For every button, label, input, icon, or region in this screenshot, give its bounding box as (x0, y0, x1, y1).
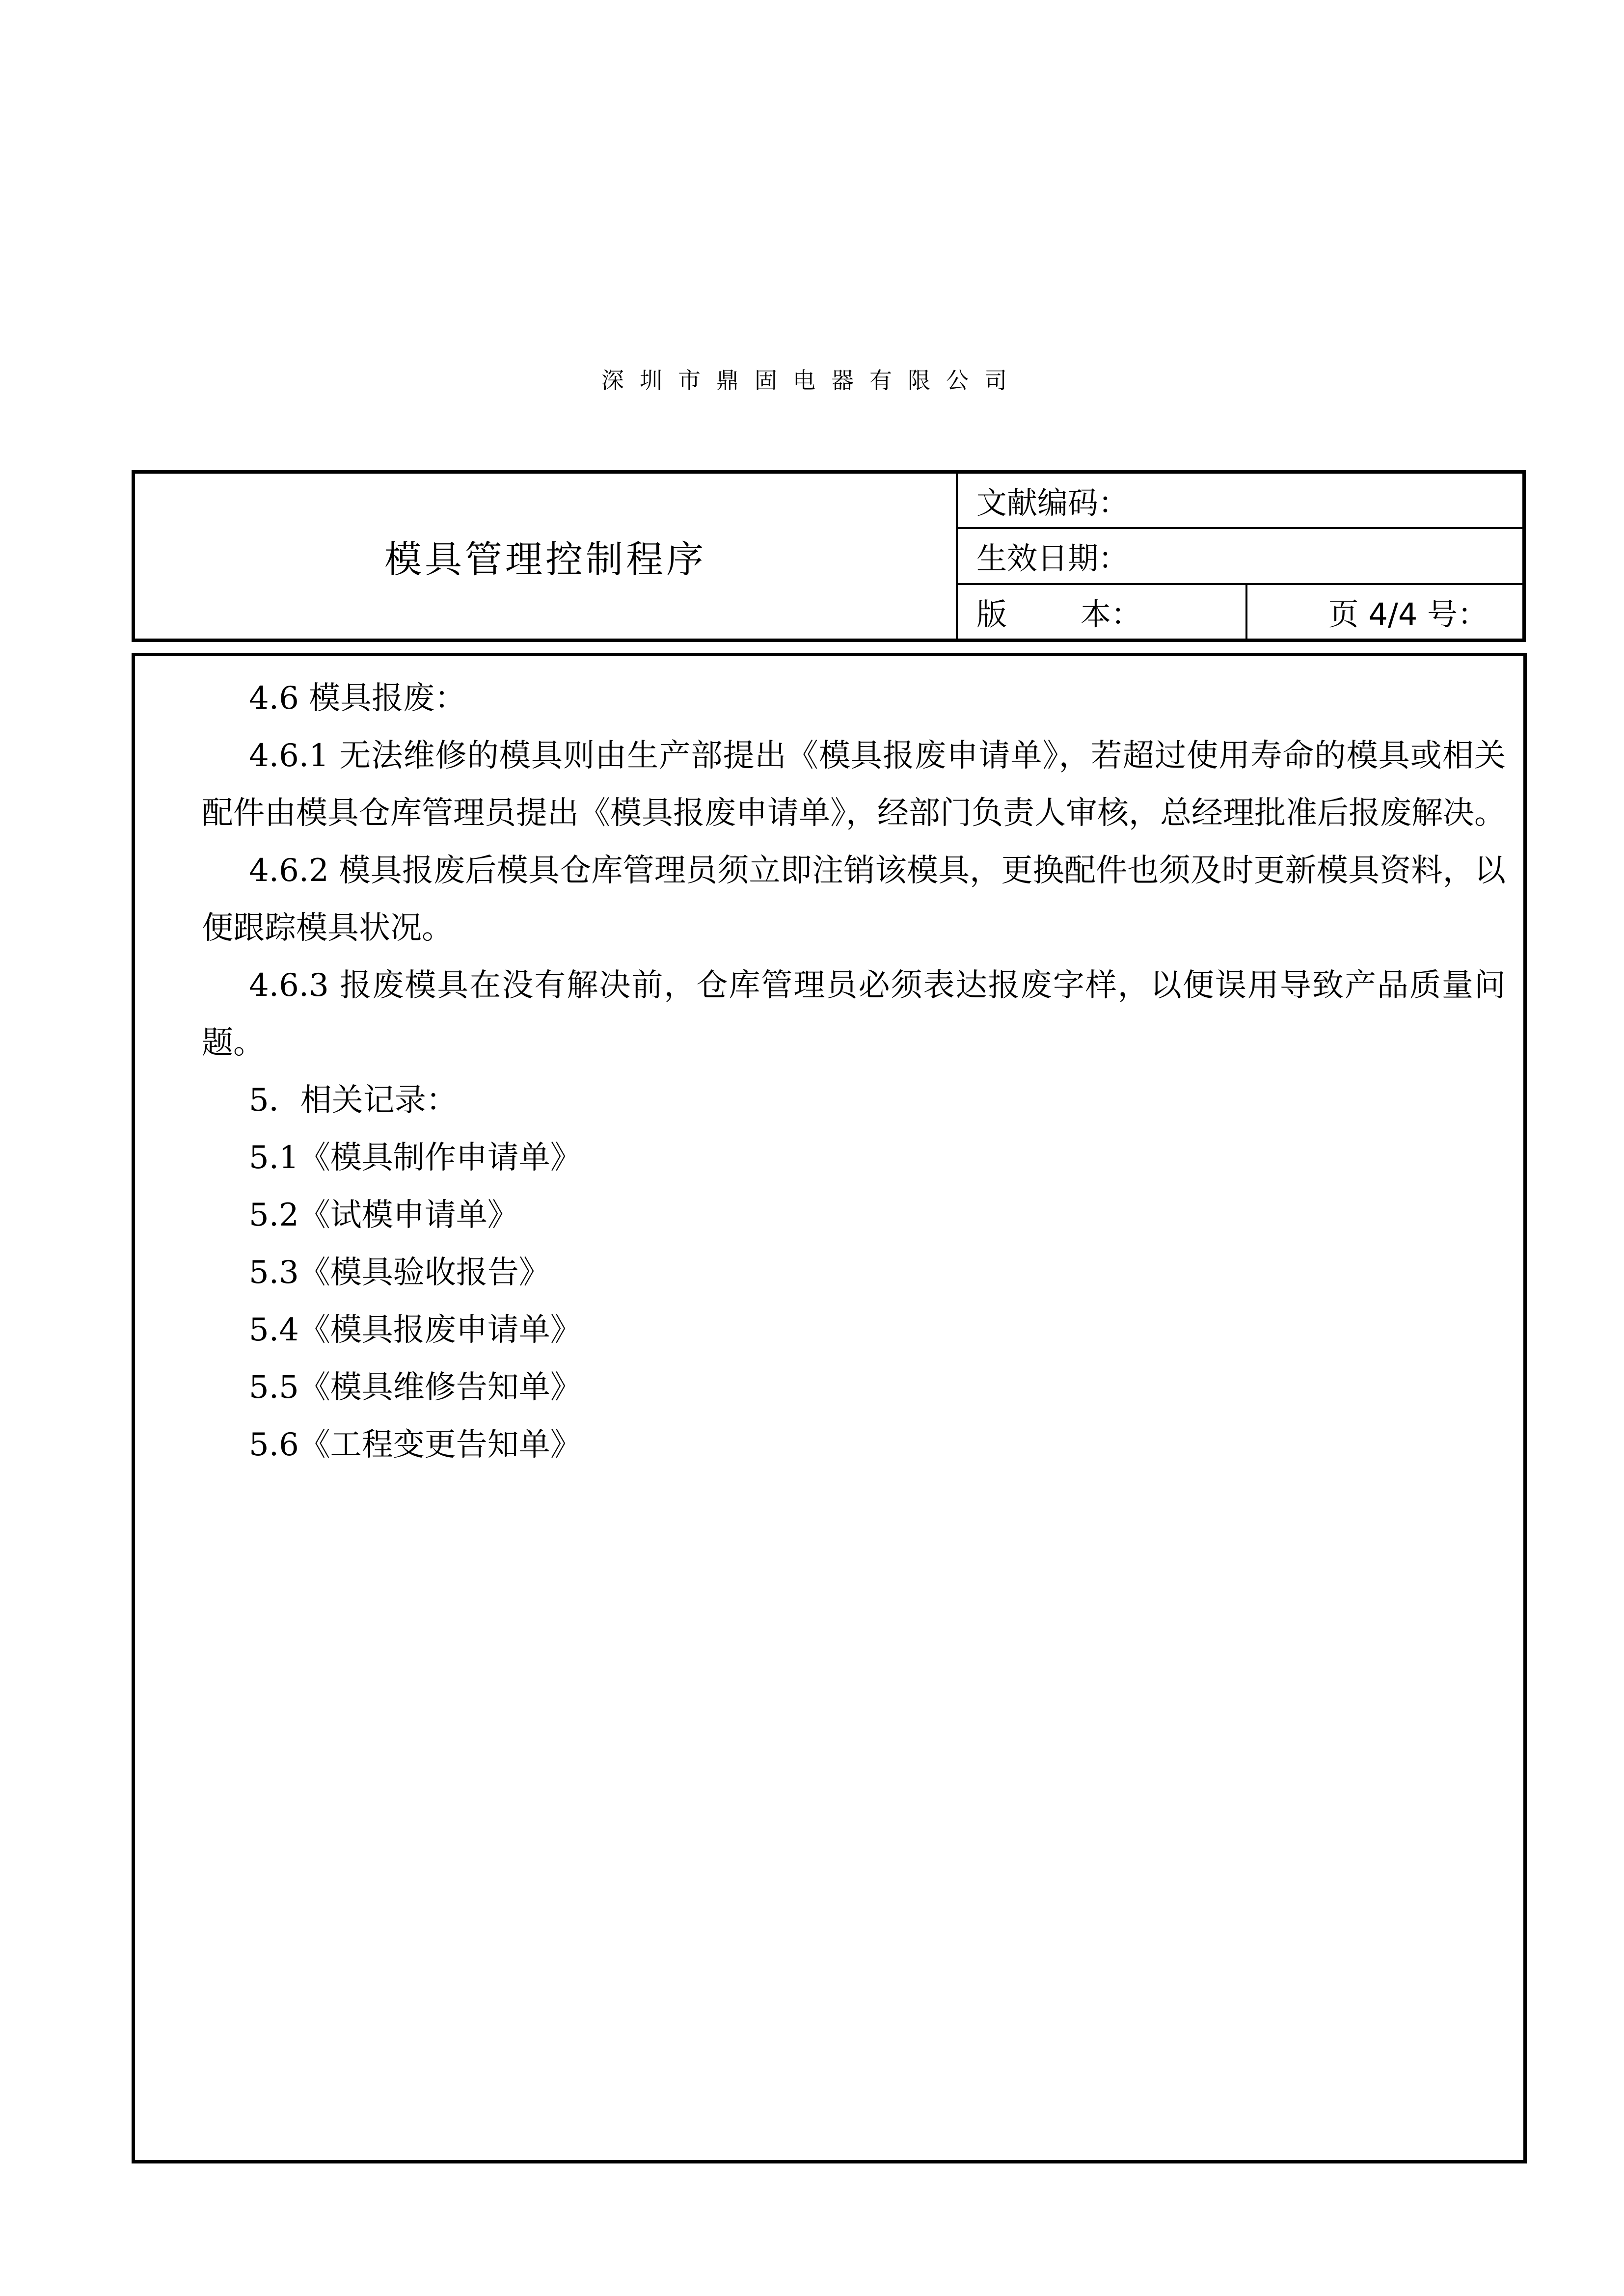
version-page-row (958, 585, 1522, 639)
page-label: 页 4/4 号： (1328, 596, 1488, 632)
version-label-a: 版 (976, 596, 1007, 632)
record-item: 5.3《模具验收报告》 (249, 1255, 550, 1291)
effective-date-label: 生效日期： (976, 540, 1129, 577)
document-meta (958, 474, 1522, 639)
version-cell (958, 585, 1247, 639)
doc-code-row (958, 474, 1522, 529)
section-heading: 4.6 模具报废： (249, 680, 466, 717)
record-item: 5.6《工程变更告知单》 (249, 1427, 582, 1463)
paragraph: 4.6.2 模具报废后模具仓库管理员须立即注销该模具，更换配件也须及时更新模具资料，以便跟踪模具状况。 (202, 853, 1506, 946)
page-cell (1247, 585, 1522, 639)
company-name: 深圳市鼎固电器有限公司 (601, 367, 1023, 394)
doc-code-label: 文献编码： (976, 485, 1129, 521)
effective-date-row (958, 529, 1522, 585)
body-content (202, 670, 1506, 1474)
paragraph: 4.6.3 报废模具在没有解决前，仓库管理员必须表达报废字样，以便误用导致产品质量问题。 (202, 967, 1506, 1061)
section-heading: 5．相关记录： (249, 1082, 458, 1119)
version-label-b: 本： (1081, 596, 1142, 632)
document-body (132, 653, 1527, 2163)
document-header-table (132, 470, 1526, 642)
version-label (976, 590, 1141, 634)
record-item: 5.4《模具报废申请单》 (249, 1312, 582, 1348)
record-item: 5.2《试模申请单》 (249, 1197, 519, 1233)
record-item: 5.1《模具制作申请单》 (249, 1140, 582, 1176)
paragraph: 4.6.1 无法维修的模具则由生产部提出《模具报废申请单》，若超过使用寿命的模具或相关配件由模具仓库管理员提出《模具报废申请单》，经部门负责人审核，总经理批准后报废解决。 (202, 738, 1506, 831)
document-title: 模具管理控制程序 (135, 474, 958, 639)
record-item: 5.5《模具维修告知单》 (249, 1369, 582, 1406)
